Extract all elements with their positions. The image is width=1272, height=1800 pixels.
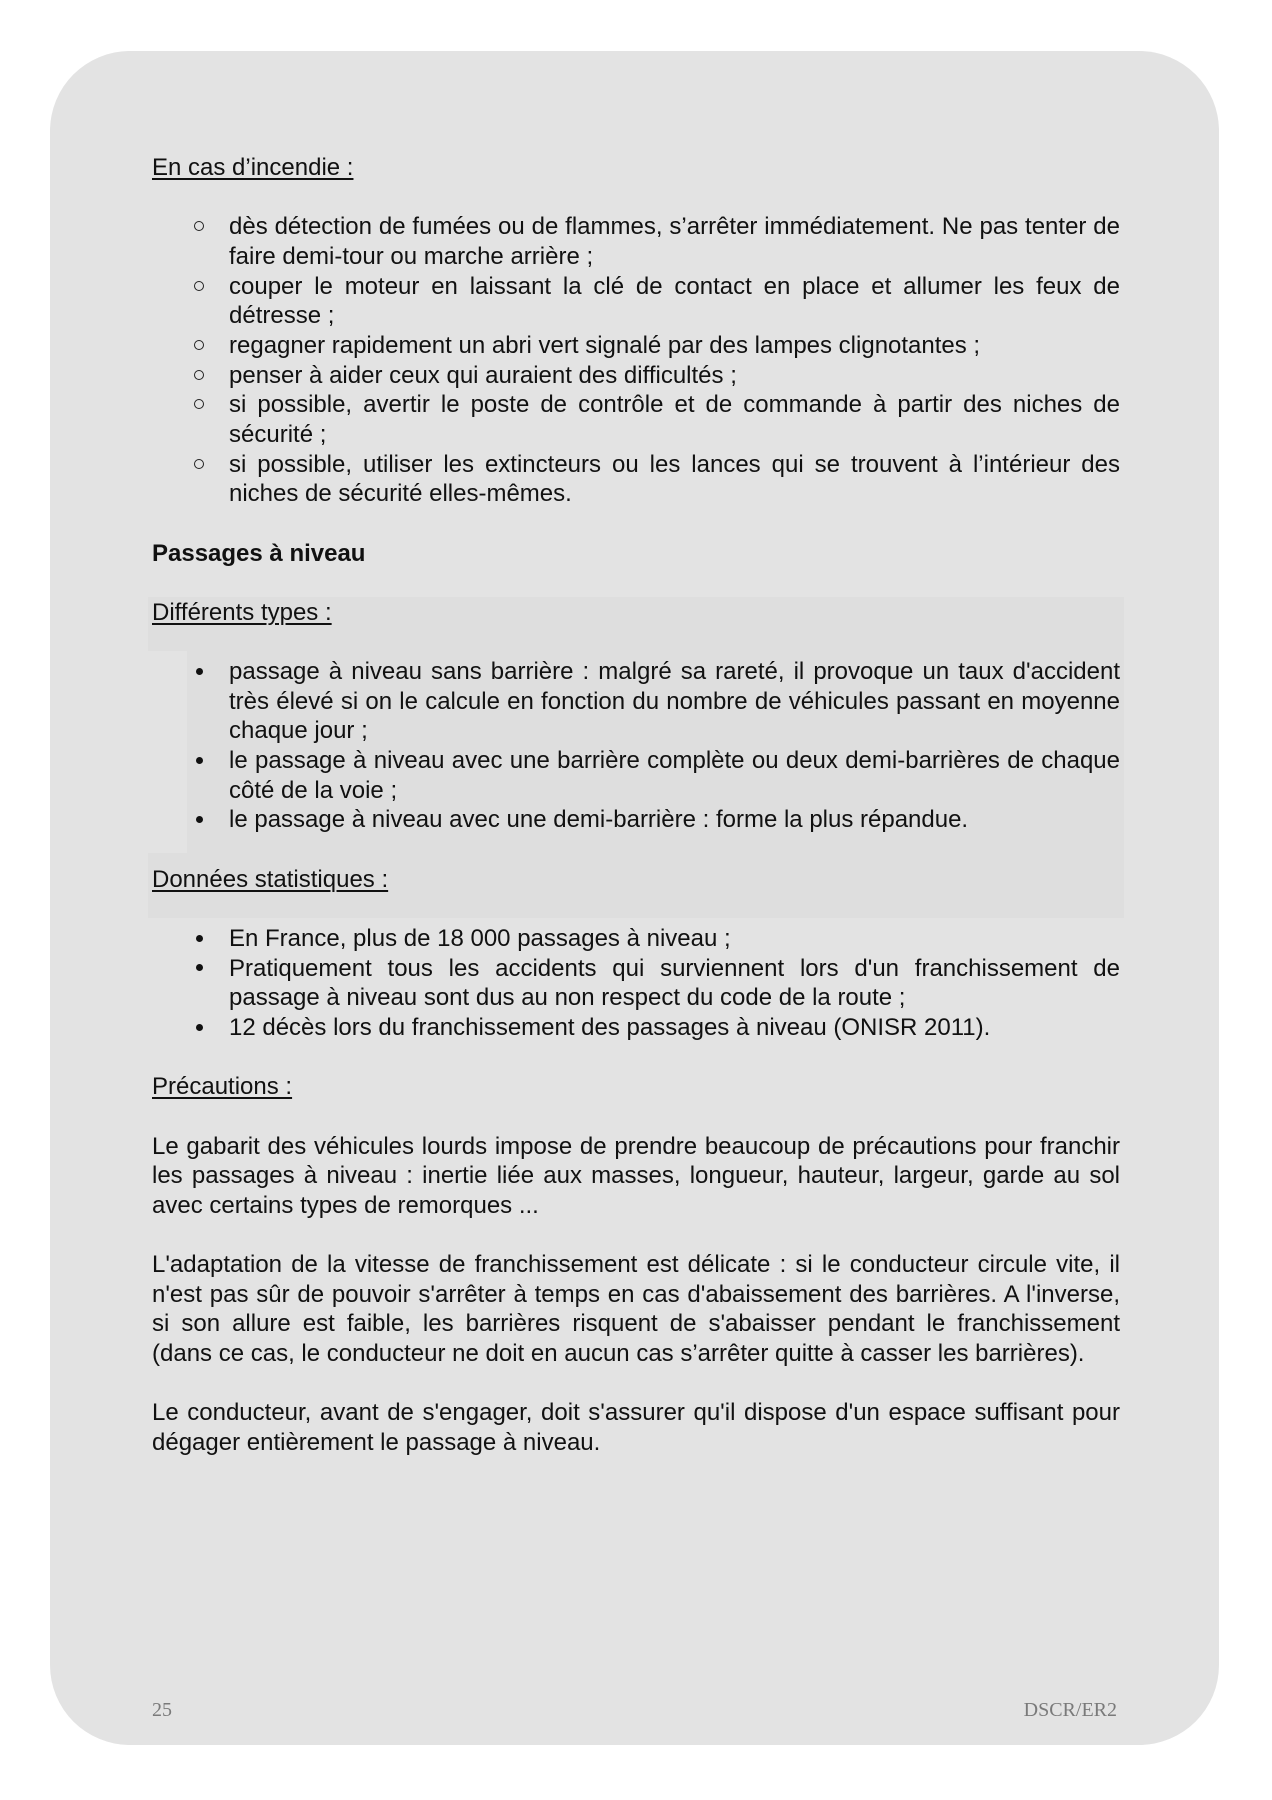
circle-bullet-icon — [189, 272, 209, 302]
fire-heading: En cas d’incendie : — [152, 154, 354, 181]
list-item — [152, 272, 1120, 331]
list-item-text: le passage à niveau avec une barrière complète ou deux demi-barrières de chaque côté de la voie ; — [229, 747, 1120, 804]
list-item-text: regagner rapidement un abri vert signalé par des lampes clignotantes ; — [229, 331, 981, 359]
spacer — [152, 627, 1120, 657]
section-title: Passages à niveau — [152, 539, 366, 567]
bullet-icon — [189, 924, 209, 954]
spacer — [152, 183, 1120, 213]
list-item-text: couper le moteur en laissant la clé de contact en place et allumer les feux de détresse ; — [229, 272, 1120, 330]
stats-heading: Données statistiques : — [152, 865, 389, 893]
list-item — [152, 361, 1120, 391]
spacer — [152, 509, 1120, 539]
circle-bullet-icon — [189, 331, 209, 361]
paragraph: L'adaptation de la vitesse de franchissement est délicate : si le conducteur circule vite, il n'est pas sûr de pouvoir s'arrêter à temps en cas d'abaissement des barrières. A l'inverse, si son allure est faible, les barrières risquent de s'abaisser pendant le franchissement (dans ce cas, le conducteur ne doit en aucun cas s’arrêter quitte à casser les barrières). — [152, 1251, 1120, 1368]
list-item-text: En France, plus de 18 000 passages à niveau ; — [229, 924, 731, 952]
list-item — [152, 657, 1120, 746]
list-item — [152, 746, 1120, 805]
bullet-icon — [189, 1013, 209, 1043]
list-item — [152, 1013, 1120, 1043]
document-reference: DSCR/ER2 — [1023, 1699, 1117, 1721]
paragraph: Le conducteur, avant de s'engager, doit s'assurer qu'il dispose d'un espace suffisant pour dégager entièrement le passage à niveau. — [152, 1399, 1120, 1457]
page-number: 25 — [152, 1699, 172, 1721]
list-item — [152, 450, 1120, 509]
list-item-text: si possible, utiliser les extincteurs ou les lances qui se trouvent à l’intérieur des niches de sécurité elles-mêmes. — [229, 450, 1120, 508]
spacer — [152, 894, 1120, 924]
stats-list — [152, 924, 1120, 1043]
list-item — [152, 924, 1120, 954]
list-item — [152, 954, 1120, 1013]
list-item-text: Pratiquement tous les accidents qui surviennent lors d'un franchissement de passage à niveau sont dus au non respect du code de la route ; — [229, 954, 1120, 1012]
circle-bullet-icon — [189, 450, 209, 480]
circle-bullet-icon — [189, 361, 209, 391]
list-item-text: dès détection de fumées ou de flammes, s’arrêter immédiatement. Ne pas tenter de faire demi-tour ou marche arrière ; — [229, 213, 1120, 270]
spacer — [152, 1043, 1120, 1073]
spacer — [152, 1102, 1120, 1132]
spacer — [152, 835, 1120, 865]
precautions-heading: Précautions : — [152, 1073, 293, 1101]
page-content — [152, 153, 1120, 1458]
types-heading: Différents types : — [152, 598, 332, 626]
bullet-icon — [189, 954, 209, 984]
paragraph: Le gabarit des véhicules lourds impose de prendre beaucoup de précautions pour franchir les passages à niveau : inertie liée aux masses, longueur, hauteur, largeur, garde au sol avec certains types de remorques ... — [152, 1132, 1120, 1219]
spacer — [152, 568, 1120, 598]
spacer — [152, 1221, 1120, 1251]
list-item — [152, 212, 1120, 271]
spacer — [152, 1369, 1120, 1399]
circle-bullet-icon — [189, 390, 209, 420]
list-item — [152, 805, 1120, 835]
bullet-icon — [189, 805, 209, 835]
list-item-text: passage à niveau sans barrière : malgré sa rareté, il provoque un taux d'accident très élevé si on le calcule en fonction du nombre de véhicules passant en moyenne chaque jour ; — [229, 658, 1120, 745]
list-item — [152, 390, 1120, 449]
bullet-icon — [189, 657, 209, 687]
circle-bullet-icon — [189, 212, 209, 242]
fire-list — [152, 212, 1120, 509]
types-list — [152, 657, 1120, 835]
list-item-text: 12 décès lors du franchissement des passages à niveau (ONISR 2011). — [229, 1013, 991, 1041]
bullet-icon — [189, 746, 209, 776]
list-item-text: penser à aider ceux qui auraient des difficultés ; — [229, 361, 737, 389]
list-item — [152, 331, 1120, 361]
list-item-text: le passage à niveau avec une demi-barrière : forme la plus répandue. — [229, 806, 969, 834]
list-item-text: si possible, avertir le poste de contrôle et de commande à partir des niches de sécurité ; — [229, 391, 1120, 448]
